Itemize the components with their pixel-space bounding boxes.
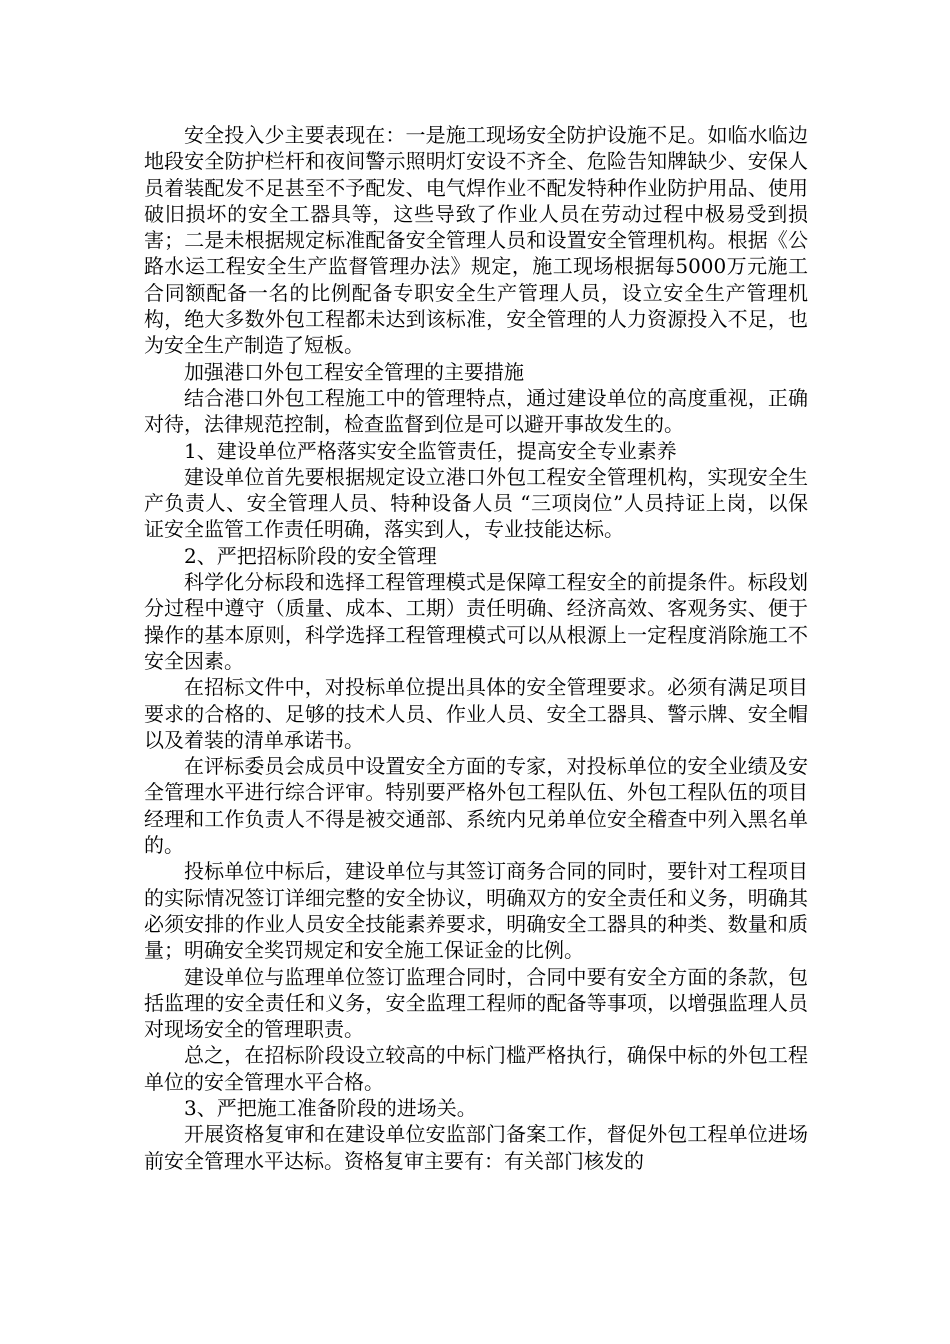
- paragraph-safety-agreement: 投标单位中标后，建设单位与其签订商务合同的同时，要针对工程项目的实际情况签订详细完整的安全协议，明确双方的安全责任和义务，明确其必须安排的作业人员安全技能素养要求，明确安全工器具的种类、数量和质量；明确安全奖罚规定和安全施工保证金的比例。: [144, 859, 808, 963]
- heading-item-2: 2、严把招标阶段的安全管理: [184, 543, 437, 568]
- paragraph-qualification-review: 开展资格复审和在建设单位安监部门备案工作，督促外包工程单位进场前安全管理水平达标。资格复审主要有：有关部门核发的: [144, 1122, 808, 1173]
- heading-item-1: 1、建设单位严格落实安全监管责任，提高安全专业素养: [184, 438, 677, 463]
- paragraph-summary: 总之，在招标阶段设立较高的中标门槛严格执行，确保中标的外包工程单位的安全管理水平合格。: [144, 1043, 808, 1094]
- paragraph-evaluation-committee: 在评标委员会成员中设置安全方面的专家，对投标单位的安全业绩及安全管理水平进行综合评审。特别要严格外包工程队伍、外包工程队伍的项目经理和工作负责人不得是被交通部、系统内兄弟单位安全稽查中列入黑名单的。: [144, 754, 808, 858]
- document-body: [144, 122, 808, 1174]
- heading-item-3: 3、严把施工准备阶段的进场关。: [184, 1095, 477, 1120]
- paragraph-safety-investment: 安全投入少主要表现在：一是施工现场安全防护设施不足。如临水临边地段安全防护栏杆和夜间警示照明灯安设不齐全、危险告知牌缺少、安保人员着装配发不足甚至不予配发、电气焊作业不配发特种作业防护用品、使用破旧损坏的安全工器具等，这些导致了作业人员在劳动过程中极易受到损害；二是未根据规定标准配备安全管理人员和设置安全管理机构。根据《公路水运工程安全生产监督管理办法》规定，施工现场根据每5000万元施工合同额配备一名的比例配备专职安全生产管理人员，设立安全生产管理机构，绝大多数外包工程都未达到该标准，安全管理的人力资源投入不足，也为安全生产制造了短板。: [144, 123, 808, 358]
- section-heading-main-measures: 加强港口外包工程安全管理的主要措施: [184, 359, 524, 384]
- paragraph-measures-intro: 结合港口外包工程施工中的管理特点，通过建设单位的高度重视，正确对待，法律规范控制，检查监督到位是可以避开事故发生的。: [144, 385, 808, 437]
- paragraph-item-1-body: 建设单位首先要根据规定设立港口外包工程安全管理机构，实现安全生产负责人、安全管理人员、特种设备人员 “三项岗位”人员持证上岗，以保证安全监管工作责任明确，落实到人，专业技能达标。: [144, 464, 808, 542]
- paragraph-tender-documents: 在招标文件中，对投标单位提出具体的安全管理要求。必须有满足项目要求的合格的、足够的技术人员、作业人员、安全工器具、警示牌、安全帽以及着装的清单承诺书。: [144, 675, 808, 752]
- paragraph-bid-sections: 科学化分标段和选择工程管理模式是保障工程安全的前提条件。标段划分过程中遵守（质量、成本、工期）责任明确、经济高效、客观务实、便于操作的基本原则，科学选择工程管理模式可以从根源上一定程度消除施工不安全因素。: [144, 570, 808, 673]
- paragraph-supervision-contract: 建设单位与监理单位签订监理合同时，合同中要有安全方面的条款，包括监理的安全责任和义务，安全监理工程师的配备等事项，以增强监理人员对现场安全的管理职责。: [144, 964, 808, 1042]
